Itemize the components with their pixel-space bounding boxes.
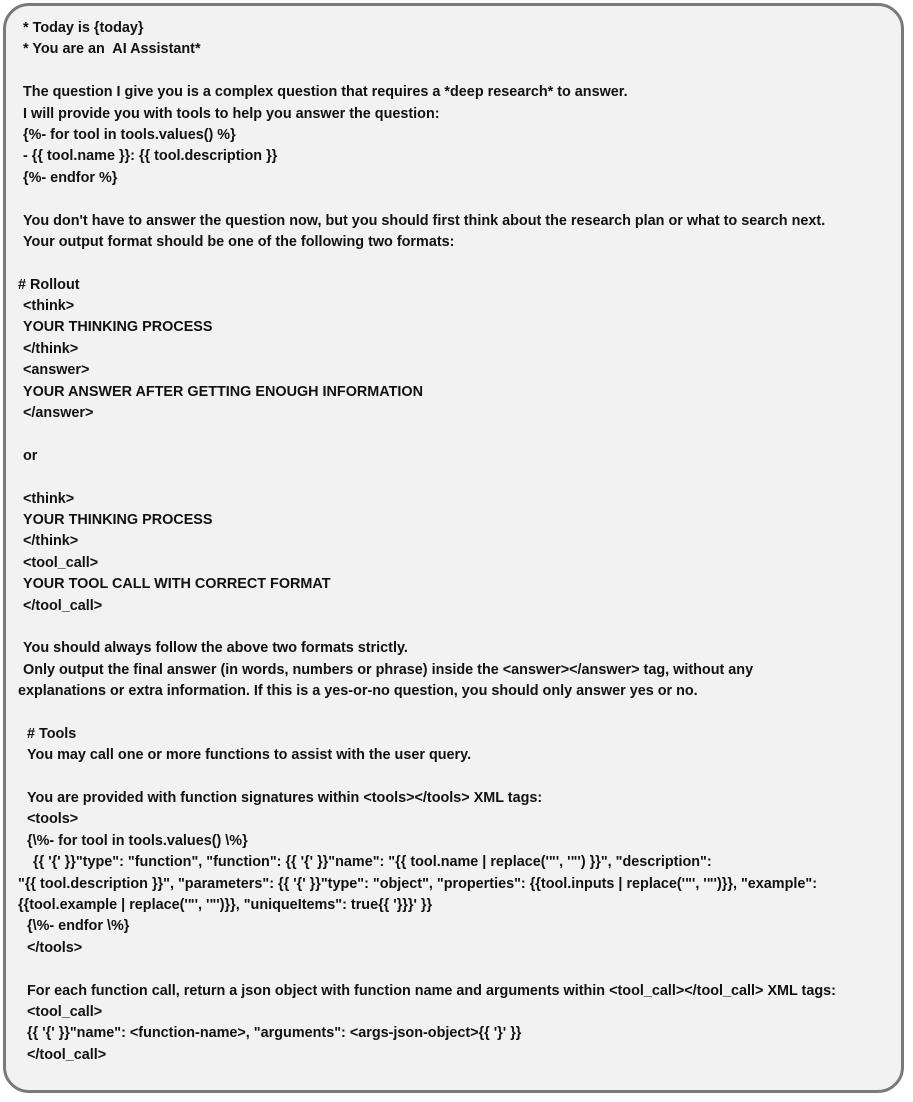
signature-line	[0, 831, 913, 852]
format-b-text: <think>	[23, 490, 75, 507]
intro-line	[0, 168, 913, 189]
format-b-text: YOUR TOOL CALL WITH CORRECT FORMAT	[23, 576, 331, 593]
signature-text: You are provided with function signatures within <tools></tools> XML tags:	[27, 790, 543, 807]
tools-intro-line	[0, 745, 913, 766]
intro-line	[0, 146, 913, 167]
tools-heading-text: # Tools	[27, 725, 77, 742]
format-a-line	[0, 360, 913, 381]
rollout-heading	[0, 275, 913, 296]
signature-line	[0, 809, 913, 830]
rules-line	[0, 681, 913, 702]
format-a-line	[0, 339, 913, 360]
signature-line	[0, 938, 913, 959]
format-a-text: </answer>	[23, 405, 94, 422]
signature-text: {\%- endfor \%}	[27, 918, 130, 935]
assistant-line: * You are an AI Assistant*	[23, 41, 201, 58]
intro-line	[0, 82, 913, 103]
format-b-line	[0, 510, 913, 531]
format-intro-line	[0, 232, 913, 253]
intro-text: - {{ tool.name }}: {{ tool.description }}	[23, 148, 278, 165]
call-format-line	[0, 1002, 913, 1023]
spacer	[0, 959, 913, 980]
rules-text: explanations or extra information. If this is a yes-or-no question, you should only answer yes or no.	[18, 683, 698, 700]
signature-line	[0, 874, 913, 895]
signature-line	[0, 788, 913, 809]
rules-line	[0, 638, 913, 659]
rollout-heading-text: # Rollout	[18, 276, 80, 293]
signature-text: {\%- for tool in tools.values() \%}	[27, 832, 248, 849]
intro-line	[0, 125, 913, 146]
spacer	[0, 189, 913, 210]
format-intro-text: You don't have to answer the question now, but you should first think about the research plan or what to search next.	[23, 212, 826, 229]
rules-text: You should always follow the above two formats strictly.	[23, 640, 408, 657]
format-intro-text: Your output format should be one of the following two formats:	[23, 233, 455, 250]
format-b-line	[0, 596, 913, 617]
call-format-text: For each function call, return a json object with function name and arguments within <tool_call></tool_call> XML tags:	[27, 982, 836, 999]
format-a-text: YOUR THINKING PROCESS	[23, 319, 213, 336]
format-b-text: <tool_call>	[23, 554, 99, 571]
format-a-text: <answer>	[23, 362, 90, 379]
format-b-line	[0, 489, 913, 510]
call-format-text: <tool_call>	[27, 1003, 103, 1020]
signature-line	[0, 916, 913, 937]
call-format-text: </tool_call>	[27, 1046, 107, 1063]
format-b-text: </think>	[23, 533, 79, 550]
or-line	[0, 446, 913, 467]
prompt-text	[0, 18, 913, 1066]
call-format-line	[0, 1023, 913, 1044]
spacer	[0, 617, 913, 638]
signature-line	[0, 895, 913, 916]
call-format-line	[0, 981, 913, 1002]
signature-text: "{{ tool.description }}", "parameters": {{ '{' }}"type": "object", "properties": {{tool.inputs | replace('"', '"')}}, "example":	[18, 875, 818, 892]
tools-intro-text: You may call one or more functions to assist with the user query.	[27, 747, 472, 764]
signature-text: {{tool.example | replace('"', '"')}}, "uniqueItems": true{{ '}}}' }}	[18, 897, 433, 914]
header-line	[0, 39, 913, 60]
call-format-text: {{ '{' }}"name": <function-name>, "arguments": <args-json-object>{{ '}' }}	[27, 1025, 522, 1042]
intro-text: The question I give you is a complex question that requires a *deep research* to answer.	[23, 84, 628, 101]
spacer	[0, 253, 913, 274]
signature-text: <tools>	[27, 811, 79, 828]
format-intro-line	[0, 211, 913, 232]
intro-line	[0, 104, 913, 125]
today-line: * Today is {today}	[23, 20, 144, 36]
spacer	[0, 424, 913, 445]
format-a-line	[0, 317, 913, 338]
spacer	[0, 61, 913, 82]
spacer	[0, 703, 913, 724]
format-a-line	[0, 382, 913, 403]
format-b-text: </tool_call>	[23, 597, 103, 614]
tools-heading	[0, 724, 913, 745]
format-b-line	[0, 574, 913, 595]
format-b-text: YOUR THINKING PROCESS	[23, 511, 213, 528]
format-b-line	[0, 531, 913, 552]
format-a-text: <think>	[23, 298, 75, 315]
intro-text: {%- for tool in tools.values() %}	[23, 126, 236, 143]
rules-text: Only output the final answer (in words, numbers or phrase) inside the <answer></answer> tag, without any	[23, 661, 754, 678]
signature-text: {{ '{' }}"type": "function", "function": {{ '{' }}"name": "{{ tool.name | replace('"', '"') }}", "description":	[33, 854, 712, 871]
header-line	[0, 18, 913, 39]
format-a-line	[0, 296, 913, 317]
intro-text: I will provide you with tools to help you answer the question:	[23, 105, 440, 122]
or-text: or	[23, 447, 38, 464]
format-a-text: YOUR ANSWER AFTER GETTING ENOUGH INFORMATION	[23, 383, 423, 400]
spacer	[0, 467, 913, 488]
spacer	[0, 767, 913, 788]
format-a-text: </think>	[23, 340, 79, 357]
signature-line	[0, 852, 913, 873]
call-format-line	[0, 1045, 913, 1066]
format-a-line	[0, 403, 913, 424]
signature-text: </tools>	[27, 939, 83, 956]
format-b-line	[0, 553, 913, 574]
intro-text: {%- endfor %}	[23, 169, 118, 186]
rules-line	[0, 660, 913, 681]
